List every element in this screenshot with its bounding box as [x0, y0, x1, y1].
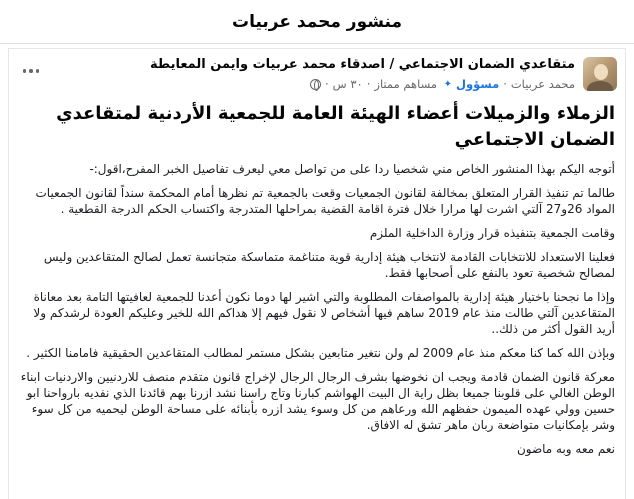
- post-paragraph: وإذا ما نجحنا باختيار هيئة إدارية بالمواصفات المطلوبة والتي اشير لها دوما نكون أعدنا للجمعية لعافيتها التامة بعد معاناة المتقاعدين آلتي طالت منذ عام 2019 ساهم فيها أشخاص لا نقول فيهم إلا هداكم الله للخير وعليكم العودة لرشدكم ولا أريد القول أكثر من ذلك..: [33, 290, 615, 336]
- post-card: [8, 48, 626, 499]
- post-paragraph: معركة قانون الضمان قادمة ويجب ان نخوضها بشرف الرجال الرجال لإخراج قانون متقدم منصف للاردنيين والاردنيات ابناء الوطن الغالي على قلوبنا جميعا بظل راية ال البيت الهواشم كبارنا وتاج راسنا نشد ازرنا بهم قائدنا الذي نفديه بارواحنا ابو حسين وولي عهده الميمون حفظهم الله ورعاهم من كل وسوء يشد ازره بأبنائه على مساحة الوطن ليحميه من كل سوء وشر بإمكانيات متواضعة ربان ماهر تشق له الافاق.: [20, 370, 615, 432]
- meta-separator: ·: [366, 77, 371, 91]
- globe-icon: [310, 79, 321, 90]
- post-header-text: [49, 57, 575, 91]
- page-header: [0, 0, 634, 44]
- post-title: الزملاء والزميلات أعضاء الهيئة العامة للجمعية الأردنية لمتقاعدي الضمان الاجتماعي: [56, 103, 615, 150]
- contributor-badge-icon: ✦: [443, 78, 453, 90]
- avatar-shoulders: [587, 81, 613, 91]
- post-paragraph: أتوجه اليكم بهذا المنشور الخاص مني شخصيا ردا على من تواصل معي ليعرف تفاصيل الخبر المفرح،اقول:-: [89, 162, 615, 176]
- more-options-button[interactable]: [17, 61, 45, 81]
- meta-separator: ·: [325, 77, 329, 91]
- avatar[interactable]: [583, 57, 617, 91]
- more-options-icon: [29, 69, 33, 73]
- page-title: منشور محمد عربيات: [231, 11, 403, 32]
- group-name-link[interactable]: متقاعدي الضمان الاجتماعي / اصدقاء محمد عربيات وايمن المعايطة: [150, 57, 575, 72]
- post-paragraph: طالما تم تنفيذ القرار المتعلق بمخالفة لقانون الجمعيات وقعت بالجمعية تم نظرها أمام المحكمة سنداً لقانون الجمعيات المواد 26و27 آلتي اشرت لها مرارا خلال فترة اقامة القضية بمراحلها المتدرجة واكتساب الحكم الدرجة القطعية .: [35, 186, 615, 216]
- more-options-icon: [23, 69, 27, 73]
- post-paragraph: نعم معه وبه ماضون: [516, 442, 615, 456]
- author-name-link[interactable]: محمد عربيات: [510, 77, 575, 91]
- post-body: [19, 101, 615, 465]
- post-header: [9, 49, 625, 99]
- post-meta: [49, 77, 575, 91]
- admin-badge: مسؤول: [456, 77, 500, 91]
- meta-separator: ·: [503, 77, 507, 91]
- avatar-face: [594, 64, 608, 80]
- post-paragraph: وقامت الجمعية بتنفيذه قرار وزارة الداخلية الملزم: [369, 226, 615, 240]
- post-paragraph: وبإذن الله كما كنا معكم منذ عام 2009 لم ولن نتغير متابعين بشكل مستمر لمطالب المتقاعدين الحقيقية فامامنا الكثير .: [26, 346, 615, 360]
- post-paragraph: فعلينا الاستعداد للانتخابات القادمة لانتخاب هيئة إدارية قوية متناغمة متماسكة متجانسة تعمل لصالح المتقاعدين وليس لمصالح شخصية تعود بالنفع على أصحابها فقط.: [43, 250, 615, 280]
- contributor-badge: مساهم ممتاز: [374, 77, 438, 91]
- post-timestamp-link[interactable]: ٣٠ س: [332, 77, 363, 91]
- more-options-icon: [36, 69, 40, 73]
